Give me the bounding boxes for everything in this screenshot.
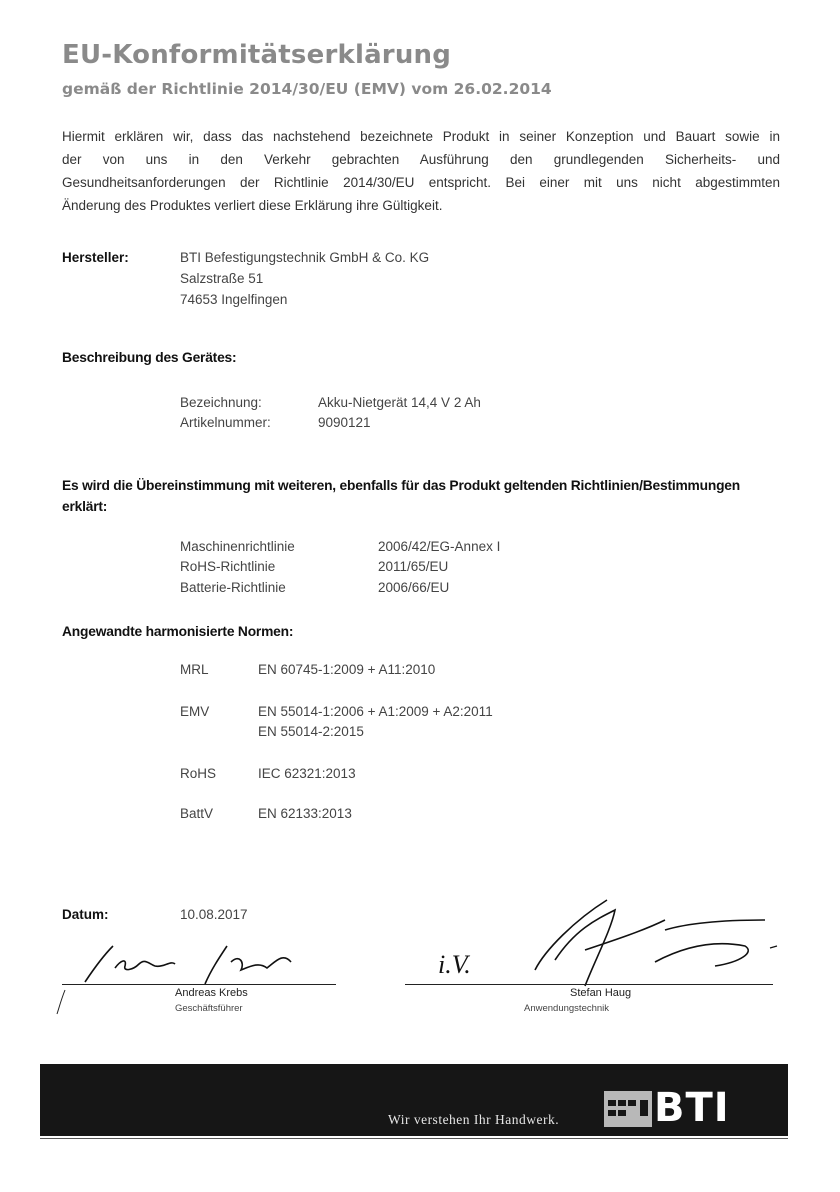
date-value: 10.08.2017 (180, 907, 248, 922)
directives-heading-line2: erklärt: (62, 499, 108, 514)
article-label: Artikelnummer: (180, 415, 271, 430)
directive-name: Batterie-Richtlinie (180, 580, 286, 595)
bti-block-logo-icon (604, 1091, 652, 1127)
norm-value-mrl: EN 60745-1:2009 + A11:2010 (258, 662, 436, 677)
bti-logo-text: BTI (654, 1085, 730, 1131)
signature-left-name: Andreas Krebs (175, 987, 248, 999)
directive-value: 2006/42/EG-Annex I (378, 539, 501, 554)
signature-right-scribble (515, 890, 790, 990)
directive-value: 2006/66/EU (378, 580, 450, 595)
footer-slogan: Wir verstehen Ihr Handwerk. (388, 1112, 560, 1127)
document-subtitle: gemäß der Richtlinie 2014/30/EU (EMV) vom 26.02.2014 (62, 80, 552, 98)
directives-heading-line1: Es wird die Übereinstimmung mit weiteren, ebenfalls für das Produkt geltenden Richtlinien/Bestimmungen (62, 478, 740, 493)
norm-label-battv: BattV (180, 806, 214, 821)
norm-value-rohs: IEC 62321:2013 (258, 766, 356, 781)
intro-line: Änderung des Produktes verliert diese Erklärung ihre Gültigkeit. (62, 198, 443, 213)
intro-line: der von uns in den Verkehr gebrachten Ausführung den grundlegenden Sicherheits- und (62, 152, 780, 167)
norm-value-battv: EN 62133:2013 (258, 806, 352, 821)
signature-right-line (405, 984, 773, 985)
signature-right-name: Stefan Haug (570, 987, 632, 999)
signature-right-role: Anwendungstechnik (524, 1003, 610, 1014)
date-label: Datum: (62, 907, 109, 922)
intro-line: Gesundheitsanforderungen der Richtlinie 2014/30/EU entspricht. Bei einer mit uns nicht abgestimmten (62, 175, 780, 190)
intro-line: Hiermit erklären wir, dass das nachstehend bezeichnete Produkt in seiner Konzeption und Bauart sowie in (62, 129, 780, 144)
manufacturer-label: Hersteller: (62, 250, 129, 265)
norm-value-emv-2: EN 55014-2:2015 (258, 724, 364, 739)
bottom-rule (40, 1138, 788, 1139)
norm-label-emv: EMV (180, 704, 210, 719)
norm-value-emv-1: EN 55014-1:2006 + A1:2009 + A2:2011 (258, 704, 493, 719)
document-title: EU-Konformitätserklärung (62, 40, 452, 70)
article-value: 9090121 (318, 415, 371, 430)
norms-heading: Angewandte harmonisierte Normen: (62, 624, 294, 639)
directive-name: Maschinenrichtlinie (180, 539, 295, 554)
signature-right-prefix: i.V. (438, 950, 471, 979)
norm-label-mrl: MRL (180, 662, 209, 677)
manufacturer-name: BTI Befestigungstechnik GmbH & Co. KG (180, 250, 430, 265)
intro-paragraph (62, 125, 780, 217)
signature-left-line (62, 984, 336, 985)
device-heading: Beschreibung des Gerätes: (62, 350, 237, 365)
directive-value: 2011/65/EU (378, 559, 449, 574)
manufacturer-city: 74653 Ingelfingen (180, 292, 288, 307)
signature-left-role: Geschäftsführer (175, 1003, 243, 1014)
norm-label-rohs: RoHS (180, 766, 217, 781)
designation-label: Bezeichnung: (180, 395, 262, 410)
manufacturer-street: Salzstraße 51 (180, 271, 264, 286)
designation-value: Akku-Nietgerät 14,4 V 2 Ah (318, 395, 481, 410)
directive-name: RoHS-Richtlinie (180, 559, 276, 574)
